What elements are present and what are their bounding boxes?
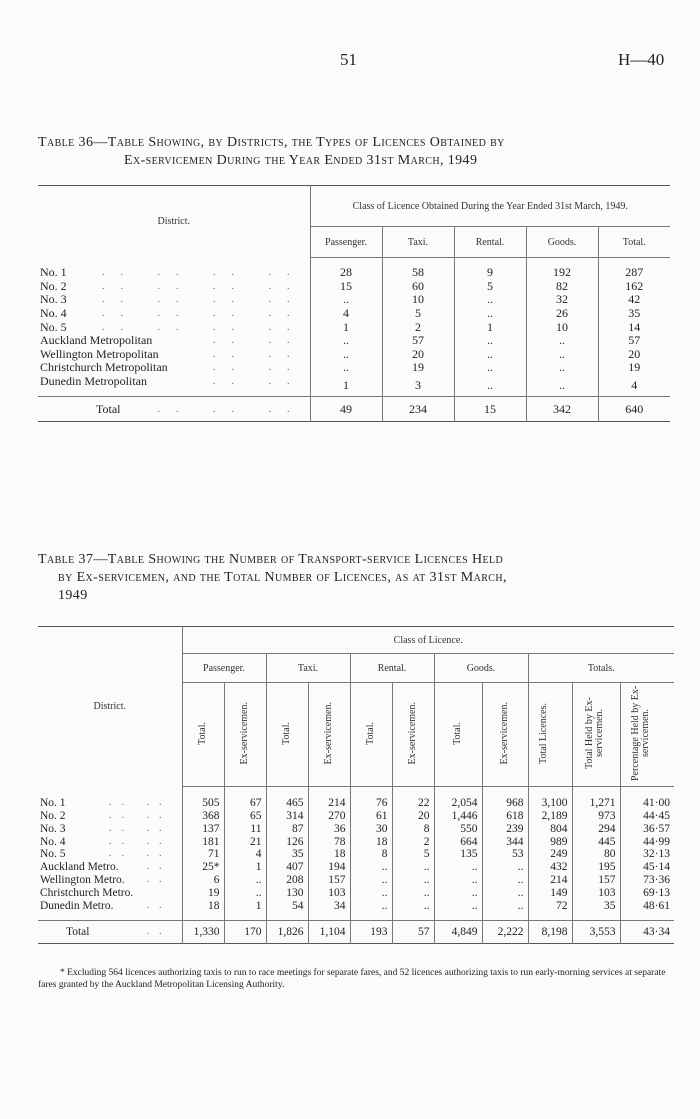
- table-cell: 20: [392, 810, 434, 823]
- table37-group-header: Class of Licence.: [182, 627, 674, 654]
- table-cell: 28: [310, 258, 382, 280]
- table-row: [38, 307, 670, 321]
- table-cell: 2,054: [434, 787, 482, 810]
- table-cell: 65: [224, 810, 266, 823]
- table-cell: ..: [392, 861, 434, 874]
- leader-dots: .. .. .. ..: [102, 294, 306, 306]
- district-name: Christchurch Metro.: [40, 886, 134, 899]
- table-cell: 314: [266, 810, 308, 823]
- table-cell: 41·00: [620, 787, 674, 810]
- table-cell: 368: [182, 810, 224, 823]
- table-cell: 8,198: [528, 921, 572, 944]
- table-cell: 18: [308, 848, 350, 861]
- leader-dots: .. ..: [213, 376, 306, 388]
- table-cell: 32: [526, 293, 598, 307]
- district-name: No. 4: [40, 835, 66, 848]
- district-name: Christchurch Metropolitan: [40, 360, 168, 375]
- table-row: [38, 280, 670, 294]
- table-cell: 157: [572, 874, 620, 887]
- district-name: No. 5: [40, 319, 67, 334]
- table-cell: 20: [382, 348, 454, 362]
- district-name: No. 2: [40, 809, 66, 822]
- table-cell: 82: [526, 280, 598, 294]
- district-name: Auckland Metropolitan: [40, 333, 153, 348]
- table-cell: 5: [454, 280, 526, 294]
- table-row: [38, 899, 674, 920]
- table-cell: 57: [382, 334, 454, 348]
- table-cell: ..: [350, 874, 392, 887]
- table-cell: 44·99: [620, 835, 674, 848]
- table-cell: 19: [382, 361, 454, 375]
- table36-caption-line1: Table 36—Table Showing, by Districts, the Types of Licences Obtained by: [38, 135, 505, 150]
- table-cell: 11: [224, 823, 266, 836]
- table-cell: 21: [224, 835, 266, 848]
- table37-district-header: District.: [93, 701, 126, 713]
- leader-dots: .. ..: [109, 796, 172, 808]
- table-cell: 1: [454, 320, 526, 334]
- table-cell: 53: [482, 848, 528, 861]
- table-cell: 407: [266, 861, 308, 874]
- table-cell: 73·36: [620, 874, 674, 887]
- table-cell: 22: [392, 787, 434, 810]
- leader-dots: .. ..: [109, 848, 172, 860]
- table-row: [38, 874, 674, 887]
- table-cell: ..: [482, 874, 528, 887]
- district-name: Dunedin Metro.: [40, 899, 114, 912]
- table-cell: 249: [528, 848, 572, 861]
- table36-district-header: District.: [157, 216, 190, 228]
- table-cell: ..: [350, 861, 392, 874]
- table-cell: 48·61: [620, 899, 674, 920]
- table-cell: 1,330: [182, 921, 224, 944]
- table-cell: 20: [598, 348, 670, 362]
- total-label: Total: [96, 401, 121, 416]
- table-cell: ..: [310, 334, 382, 348]
- table-cell: 18: [182, 899, 224, 920]
- table37-class-header: Taxi.: [266, 654, 350, 683]
- table-cell: 78: [308, 835, 350, 848]
- table37-class-header: Rental.: [350, 654, 434, 683]
- table-cell: 35: [598, 307, 670, 321]
- table-row: [38, 787, 674, 810]
- table-cell: 1: [224, 861, 266, 874]
- district-name: No. 2: [40, 278, 67, 293]
- table-cell: 1,826: [266, 921, 308, 944]
- table37-class-header: Passenger.: [182, 654, 266, 683]
- table-cell: 49: [310, 397, 382, 422]
- table-row: [38, 361, 670, 375]
- table-cell: ..: [392, 899, 434, 920]
- leader-dots: .. .. .. ..: [102, 321, 306, 333]
- table-cell: 30: [350, 823, 392, 836]
- table-row: [38, 334, 670, 348]
- district-name: Wellington Metropolitan: [40, 346, 159, 361]
- table-cell: 162: [598, 280, 670, 294]
- table-cell: 36: [308, 823, 350, 836]
- table-cell: 9: [454, 258, 526, 280]
- table-cell: 126: [266, 835, 308, 848]
- table-cell: ..: [392, 887, 434, 900]
- table-cell: 58: [382, 258, 454, 280]
- table-cell: ..: [454, 334, 526, 348]
- table-row: [38, 810, 674, 823]
- table-cell: 67: [224, 787, 266, 810]
- table-cell: 342: [526, 397, 598, 422]
- total-row: [38, 921, 674, 944]
- table-cell: 25*: [182, 861, 224, 874]
- table-cell: 640: [598, 397, 670, 422]
- table-cell: 26: [526, 307, 598, 321]
- table36: [38, 185, 670, 422]
- leader-dots: ..: [146, 873, 172, 885]
- table-cell: ..: [434, 861, 482, 874]
- table-cell: 2: [392, 835, 434, 848]
- subheader-total: Total.: [281, 721, 292, 745]
- table37-caption-line3: 1949: [58, 588, 88, 603]
- table-cell: 8: [392, 823, 434, 836]
- table-cell: 4: [598, 375, 670, 397]
- subheader-total-held: Total Held by Ex-servicemen.: [584, 697, 605, 769]
- table-cell: 5: [392, 848, 434, 861]
- table-cell: 103: [572, 887, 620, 900]
- table-cell: ..: [526, 348, 598, 362]
- table-cell: 19: [598, 361, 670, 375]
- table-cell: 137: [182, 823, 224, 836]
- table-cell: ..: [454, 348, 526, 362]
- district-name: No. 1: [40, 796, 66, 809]
- table37-caption-line2: by Ex-servicemen, and the Total Number of Licences, as at 31st March,: [58, 570, 507, 585]
- table-cell: 4: [310, 307, 382, 321]
- table-cell: 157: [308, 874, 350, 887]
- table-cell: 550: [434, 823, 482, 836]
- subheader-total-licences: Total Licences.: [538, 702, 549, 764]
- table-cell: 130: [266, 887, 308, 900]
- table-cell: 72: [528, 899, 572, 920]
- table-cell: 36·57: [620, 823, 674, 836]
- district-name: No. 1: [40, 265, 67, 280]
- table-row: [38, 887, 674, 900]
- table36-caption-line2: Ex-servicemen During the Year Ended 31st March, 1949: [124, 153, 478, 168]
- table-cell: ..: [392, 874, 434, 887]
- table-cell: 214: [528, 874, 572, 887]
- table-cell: ..: [454, 307, 526, 321]
- total-row: [38, 397, 670, 422]
- district-name: Auckland Metro.: [40, 861, 119, 874]
- table36-col-header: Taxi.: [382, 227, 454, 258]
- table-cell: 44·45: [620, 810, 674, 823]
- table-cell: 432: [528, 861, 572, 874]
- table36-col-header: Passenger.: [310, 227, 382, 258]
- subheader-ex-servicemen: Ex-servicemen.: [239, 701, 250, 765]
- table-cell: ..: [224, 887, 266, 900]
- table36-col-header: Rental.: [454, 227, 526, 258]
- document-code: H—40: [618, 50, 665, 69]
- table-cell: 87: [266, 823, 308, 836]
- table-cell: ..: [224, 874, 266, 887]
- subheader-total: Total.: [365, 721, 376, 745]
- table-row: [38, 258, 670, 280]
- table-cell: 43·34: [620, 921, 674, 944]
- table-row: [38, 375, 670, 397]
- table-cell: 14: [598, 320, 670, 334]
- table-cell: ..: [310, 361, 382, 375]
- district-name: Dunedin Metropolitan: [40, 374, 147, 389]
- district-name: No. 5: [40, 848, 66, 861]
- table-cell: ..: [454, 293, 526, 307]
- table37-class-header: Goods.: [434, 654, 528, 683]
- table-cell: 2,189: [528, 810, 572, 823]
- subheader-total: Total.: [452, 721, 463, 745]
- page-number: 51: [340, 50, 357, 69]
- table-cell: 3,553: [572, 921, 620, 944]
- table-cell: 18: [350, 835, 392, 848]
- table-cell: ..: [350, 899, 392, 920]
- table-cell: ..: [526, 361, 598, 375]
- table-cell: 45·14: [620, 861, 674, 874]
- table-cell: ..: [454, 361, 526, 375]
- table-row: [38, 848, 674, 861]
- table-cell: 103: [308, 887, 350, 900]
- table-cell: 664: [434, 835, 482, 848]
- table-cell: ..: [434, 874, 482, 887]
- table-cell: 4,849: [434, 921, 482, 944]
- table-cell: 505: [182, 787, 224, 810]
- table-cell: ..: [482, 861, 528, 874]
- table-cell: ..: [482, 899, 528, 920]
- table-cell: 989: [528, 835, 572, 848]
- leader-dots: ..: [146, 861, 172, 873]
- district-name: No. 3: [40, 822, 66, 835]
- table-cell: 192: [526, 258, 598, 280]
- table-cell: 3: [382, 375, 454, 397]
- table-row: [38, 348, 670, 362]
- table37-caption: [38, 551, 678, 605]
- footnote: * Excluding 564 licences authorizing taxis to run to race meetings for separate fares, and 52 licences authorizing taxis to run early-morning services at separate fares granted by the Auckland Metropolitan Licensing Authority.: [38, 968, 666, 990]
- table-cell: 239: [482, 823, 528, 836]
- leader-dots: .. .. .. ..: [102, 280, 306, 292]
- table-cell: 1: [310, 375, 382, 397]
- table37-caption-line1: Table 37—Table Showing the Number of Transport-service Licences Held: [38, 552, 504, 567]
- district-name: No. 4: [40, 306, 67, 321]
- table-cell: 149: [528, 887, 572, 900]
- table-row: [38, 861, 674, 874]
- table-cell: ..: [526, 375, 598, 397]
- table-row: [38, 823, 674, 836]
- table-cell: 465: [266, 787, 308, 810]
- table-cell: 8: [350, 848, 392, 861]
- district-name: Wellington Metro.: [40, 873, 125, 886]
- table-cell: 294: [572, 823, 620, 836]
- table-cell: 10: [526, 320, 598, 334]
- subheader-ex-servicemen: Ex-servicemen.: [323, 701, 334, 765]
- table-cell: 71: [182, 848, 224, 861]
- table-cell: 2: [382, 320, 454, 334]
- table-cell: 2,222: [482, 921, 528, 944]
- table-cell: 618: [482, 810, 528, 823]
- table-cell: 3,100: [528, 787, 572, 810]
- table-cell: 1,446: [434, 810, 482, 823]
- subheader-total: Total.: [197, 721, 208, 745]
- table-cell: ..: [310, 348, 382, 362]
- leader-dots: .. ..: [109, 835, 172, 847]
- table-cell: 6: [182, 874, 224, 887]
- table-cell: 270: [308, 810, 350, 823]
- table-cell: 4: [224, 848, 266, 861]
- district-name: No. 3: [40, 292, 67, 307]
- table-cell: 35: [266, 848, 308, 861]
- table-cell: 170: [224, 921, 266, 944]
- table-cell: 60: [382, 280, 454, 294]
- table-cell: 61: [350, 810, 392, 823]
- table-cell: 135: [434, 848, 482, 861]
- table-cell: 214: [308, 787, 350, 810]
- table-cell: 34: [308, 899, 350, 920]
- table36-caption: [38, 134, 678, 170]
- table-cell: 15: [454, 397, 526, 422]
- table-cell: 76: [350, 787, 392, 810]
- table37-class-header: Totals.: [528, 654, 674, 683]
- table-cell: 15: [310, 280, 382, 294]
- leader-dots: ..: [146, 925, 172, 937]
- leader-dots: ..: [146, 899, 172, 911]
- table-cell: 57: [598, 334, 670, 348]
- table-cell: 35: [572, 899, 620, 920]
- leader-dots: .. ..: [213, 348, 306, 360]
- table-cell: 208: [266, 874, 308, 887]
- table-cell: 54: [266, 899, 308, 920]
- table-row: [38, 320, 670, 334]
- table-cell: 287: [598, 258, 670, 280]
- table-cell: ..: [526, 334, 598, 348]
- subheader-ex-servicemen: Ex-servicemen.: [407, 701, 418, 765]
- table-cell: 804: [528, 823, 572, 836]
- table-cell: 32·13: [620, 848, 674, 861]
- table-row: [38, 835, 674, 848]
- subheader-ex-servicemen: Ex-servicemen.: [499, 701, 510, 765]
- table-cell: 193: [350, 921, 392, 944]
- table-cell: 80: [572, 848, 620, 861]
- leader-dots: .. .. ..: [157, 403, 306, 415]
- table-cell: 973: [572, 810, 620, 823]
- table-cell: ..: [434, 899, 482, 920]
- table-cell: 344: [482, 835, 528, 848]
- table-cell: 1,271: [572, 787, 620, 810]
- table-cell: 69·13: [620, 887, 674, 900]
- table-cell: 234: [382, 397, 454, 422]
- leader-dots: .. .. .. ..: [102, 267, 306, 279]
- leader-dots: .. .. .. ..: [102, 308, 306, 320]
- subheader-percentage: Percentage Held by Ex-servicemen.: [630, 685, 652, 781]
- table-cell: ..: [482, 887, 528, 900]
- table37: [38, 626, 674, 944]
- table-cell: 195: [572, 861, 620, 874]
- table-cell: ..: [454, 375, 526, 397]
- table-cell: 5: [382, 307, 454, 321]
- table-cell: 1: [224, 899, 266, 920]
- table36-col-header: Goods.: [526, 227, 598, 258]
- table-cell: 445: [572, 835, 620, 848]
- table-cell: 1: [310, 320, 382, 334]
- table36-col-header: Total.: [598, 227, 670, 258]
- table-cell: 10: [382, 293, 454, 307]
- table-cell: 1,104: [308, 921, 350, 944]
- table-cell: ..: [350, 887, 392, 900]
- leader-dots: .. ..: [109, 809, 172, 821]
- leader-dots: .. ..: [213, 335, 306, 347]
- leader-dots: .. ..: [109, 822, 172, 834]
- table-cell: 968: [482, 787, 528, 810]
- table-row: [38, 293, 670, 307]
- table-cell: 181: [182, 835, 224, 848]
- table36-group-header: Class of Licence Obtained During the Year Ended 31st March, 1949.: [310, 186, 670, 227]
- leader-dots: .. ..: [213, 362, 306, 374]
- table-cell: 19: [182, 887, 224, 900]
- table-cell: ..: [310, 293, 382, 307]
- table-cell: 42: [598, 293, 670, 307]
- table-cell: 194: [308, 861, 350, 874]
- table-cell: ..: [434, 887, 482, 900]
- total-label: Total: [66, 925, 90, 938]
- table-cell: 57: [392, 921, 434, 944]
